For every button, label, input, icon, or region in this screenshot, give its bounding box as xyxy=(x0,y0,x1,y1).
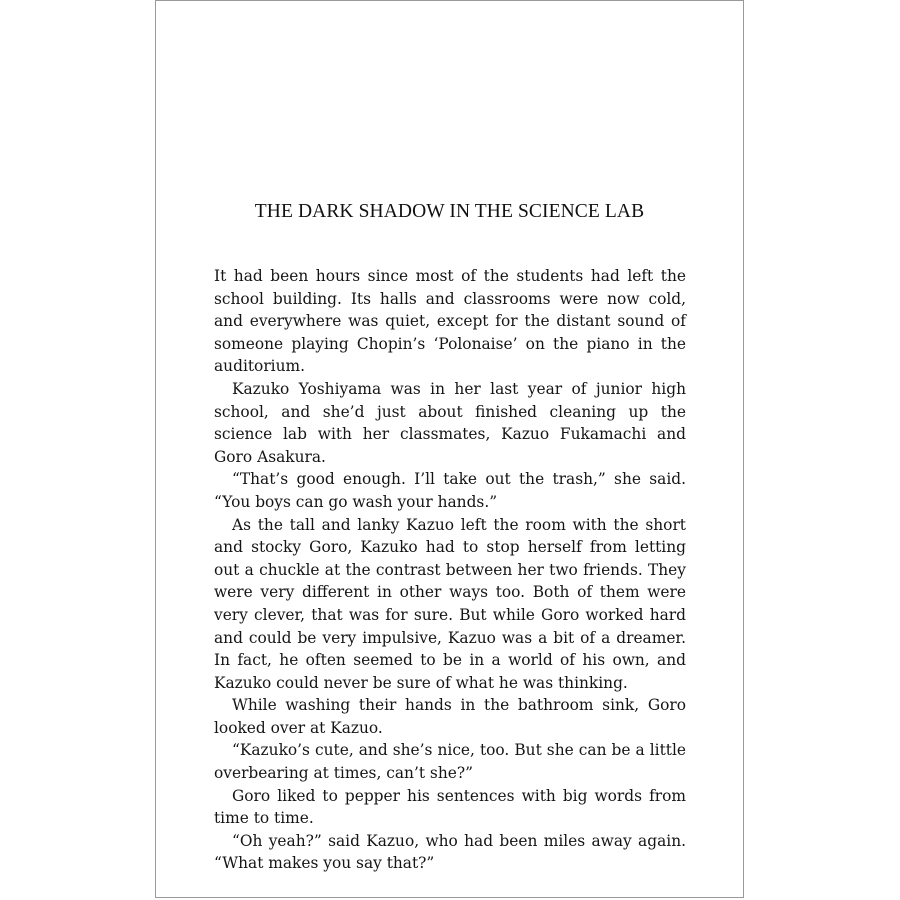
paragraph-2: Kazuko Yoshiyama was in her last year of junior high school, and she’d just about finished cleaning up the science lab with her classmates, Kazuo Fukamachi and Goro Asakura. xyxy=(214,379,686,466)
paragraph-3: “That’s good enough. I’ll take out the trash,” she said. “You boys can go wash your hands.” xyxy=(214,470,686,511)
paragraph-4: As the tall and lanky Kazuo left the room with the short and stocky Goro, Kazuko had to stop herself from letting out a chuckle at the contrast between her two friends. They were very different in other ways too. Both of them were very clever, that was for sure. But while Goro worked hard and could be very impulsive, Kazuo was a bit of a dreamer. In fact, he often seemed to be in a world of his own, and Kazuko could never be sure of what he was thinking. xyxy=(214,515,686,692)
paragraph-1: It had been hours since most of the students had left the school building. Its halls and classrooms were now cold, and everywhere was quiet, except for the distant sound of someone playing Chopin’s ‘Polonaise’ on the piano in the auditorium. xyxy=(214,267,686,376)
chapter-body xyxy=(214,265,686,875)
book-page xyxy=(155,0,744,898)
paragraph-5: While washing their hands in the bathroom sink, Goro looked over at Kazuo. xyxy=(214,696,686,737)
paragraph-6: “Kazuko’s cute, and she’s nice, too. But she can be a little overbearing at times, can’t she?” xyxy=(214,741,686,783)
chapter-title: THE DARK SHADOW IN THE SCIENCE LAB xyxy=(254,201,645,222)
paragraph-7: Goro liked to pepper his sentences with big words from time to time. xyxy=(214,786,686,828)
paragraph-8: “Oh yeah?” said Kazuo, who had been miles away again. “What makes you say that?” xyxy=(214,831,686,873)
